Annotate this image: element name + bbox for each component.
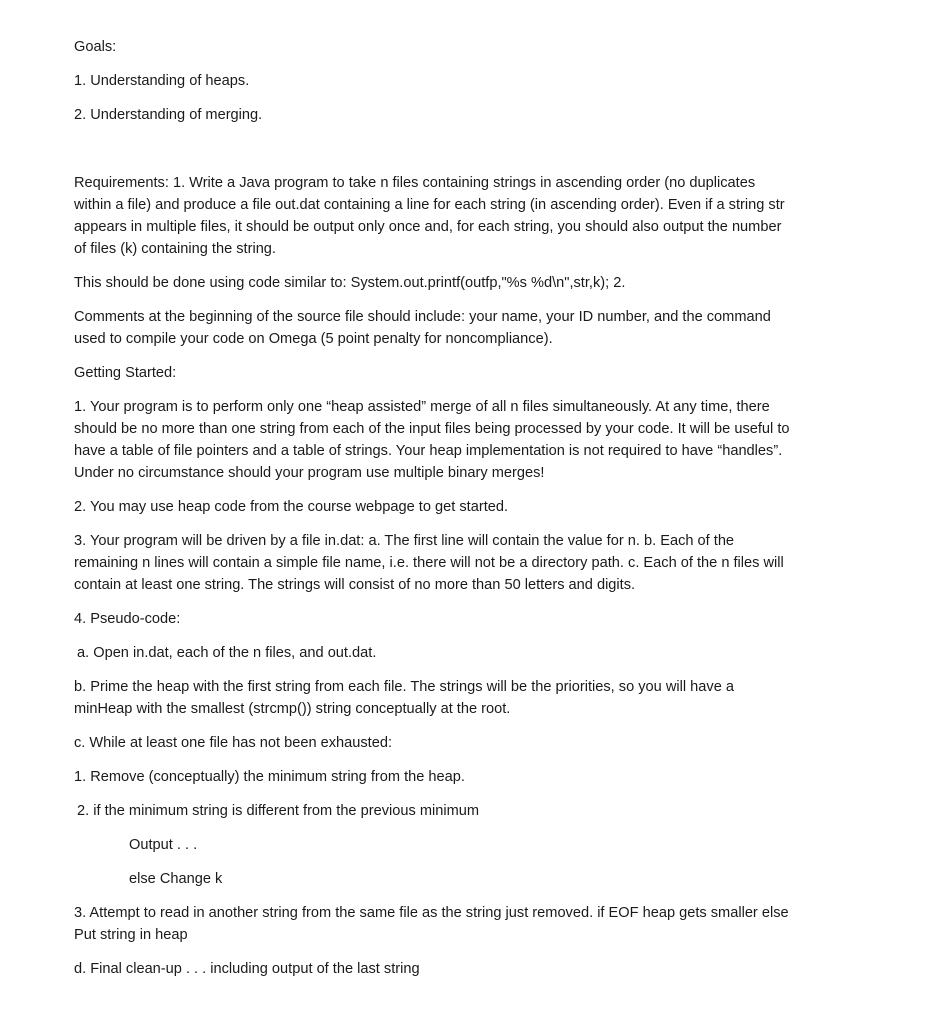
getting-started-item-3: 3. Your program will be driven by a file in.dat: a. The first line will contain the value for n. b. Each of the remaining n lines will contain a simple file name, i.e. there will not be a directory path. c. Each of the n files will contain at least one string. The strings will consist of no more than 50 letters and digits. [74, 533, 788, 593]
pseudo-step-b: b. Prime the heap with the first string from each file. The strings will be the priorities, so you will have a minHeap with the smallest (strcmp()) string conceptually at the root. [74, 679, 739, 717]
pseudo-step-c1: 1. Remove (conceptually) the minimum string from the heap. [74, 769, 465, 785]
goal-item-1: 1. Understanding of heaps. [74, 73, 250, 89]
getting-started-item-2: 2. You may use heap code from the course webpage to get started. [74, 499, 509, 515]
pseudo-else: else Change k [129, 871, 223, 887]
getting-started-item-4: 4. Pseudo-code: [74, 611, 181, 627]
goal-item-2: 2. Understanding of merging. [74, 107, 263, 123]
getting-started-heading: Getting Started: [74, 365, 177, 381]
pseudo-step-c: c. While at least one file has not been exhausted: [74, 735, 393, 751]
requirements-paragraph: Requirements: 1. Write a Java program to take n files containing strings in ascending order (no duplicates within a file) and produce a file out.dat containing a line for each string (in ascending order). Even if a string str appears in multiple files, it should be output only once and, for each string, you should also output the number of files (k) containing the string. [74, 175, 789, 257]
pseudo-step-c2: 2. if the minimum string is different from the previous minimum [77, 803, 480, 819]
goals-heading: Goals: [74, 39, 117, 55]
pseudo-step-a: a. Open in.dat, each of the n files, and out.dat. [77, 645, 377, 661]
pseudo-step-d: d. Final clean-up . . . including output of the last string [74, 961, 420, 977]
pseudo-output: Output . . . [129, 837, 198, 853]
pseudo-step-c3: 3. Attempt to read in another string from the same file as the string just removed. if EOF heap gets smaller else Put string in heap [74, 905, 793, 943]
getting-started-item-1: 1. Your program is to perform only one “heap assisted” merge of all n files simultaneously. At any time, there should be no more than one string from each of the input files being processed by your code. It will be useful to have a table of file pointers and a table of strings. Your heap implementation is not required to have “handles”. Under no circumstance should your program use multiple binary merges! [74, 399, 794, 481]
printf-line: This should be done using code similar to: System.out.printf(outfp,"%s %d\n",str,k); 2. [74, 275, 626, 291]
comments-paragraph: Comments at the beginning of the source file should include: your name, your ID number, and the command used to compile your code on Omega (5 point penalty for noncompliance). [74, 309, 775, 347]
document-body [74, 36, 794, 980]
